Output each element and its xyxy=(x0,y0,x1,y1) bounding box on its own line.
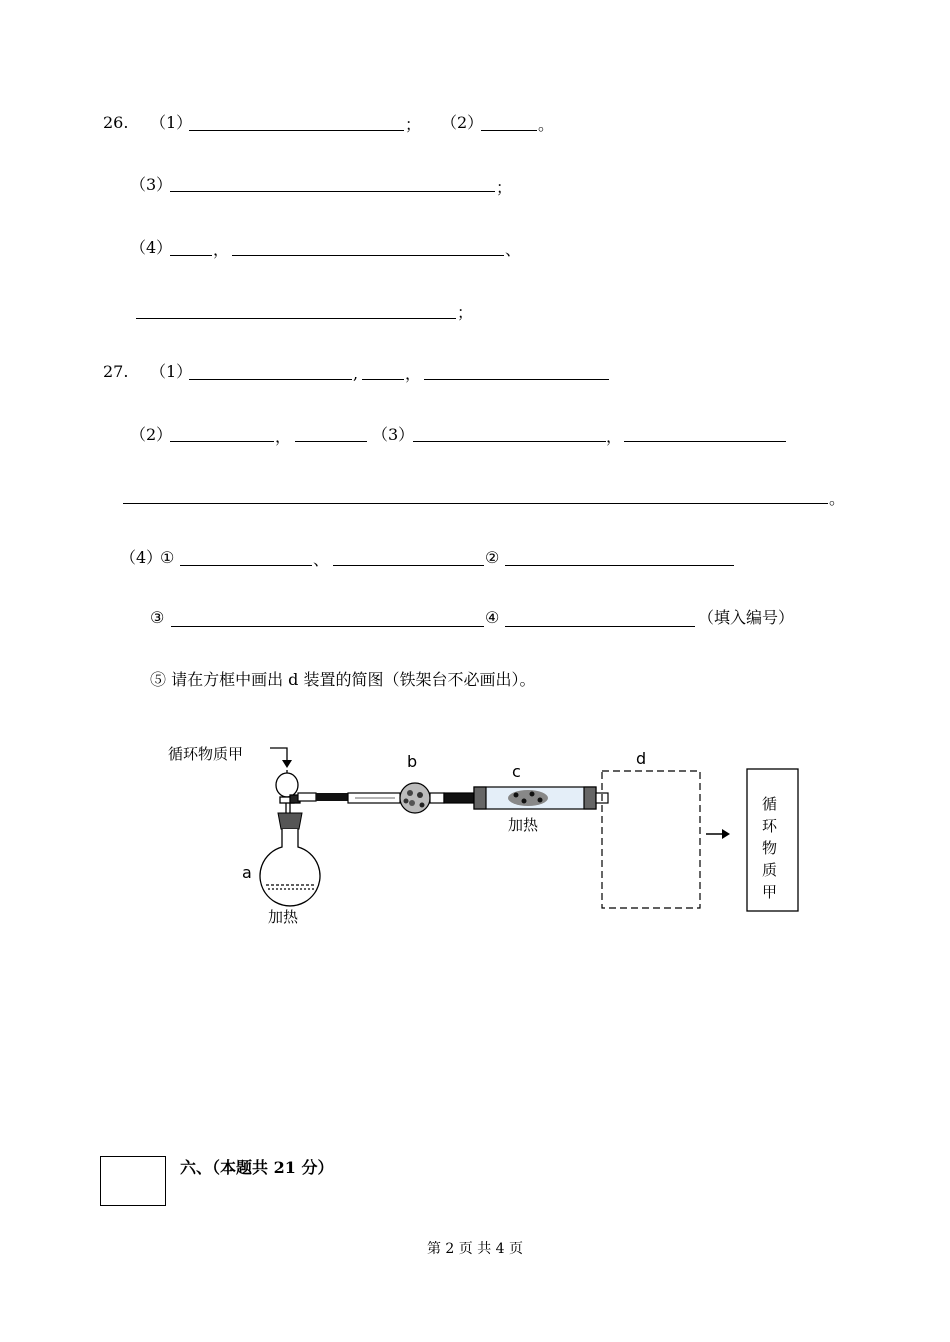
section-points: 21 xyxy=(273,1158,296,1177)
q26-separator: ； xyxy=(496,178,513,197)
q27-part1-label: （1） xyxy=(150,362,193,381)
output-arrow-head xyxy=(722,829,730,839)
cycle-substance-label: 循环物质甲 xyxy=(168,745,244,763)
section-title-prefix: 六、（本题共 xyxy=(180,1158,269,1177)
q26-separator: ； xyxy=(405,115,422,134)
feed-arrow-head xyxy=(282,760,292,768)
outlet-tube xyxy=(298,793,348,801)
box-char-5: 甲 xyxy=(762,883,778,901)
q26-answer-2[interactable] xyxy=(481,130,537,131)
q27-circle-4: ④ xyxy=(485,608,500,627)
label-d: d xyxy=(636,749,647,768)
q26-number: 26. xyxy=(103,113,129,132)
q26-dun: 、 xyxy=(505,240,522,259)
q27-part2-label: （2） xyxy=(130,425,173,444)
q27-comma: ， xyxy=(275,427,292,446)
q26-part2-label: （2） xyxy=(441,113,484,132)
page-footer: 第 2 页 共 4 页 xyxy=(426,1241,524,1257)
q27-period: 。 xyxy=(829,489,846,508)
q26-answer-4c[interactable] xyxy=(136,318,456,319)
section-title-suffix: 分） xyxy=(301,1158,334,1177)
heat-label-tube: 加热 xyxy=(508,816,539,834)
q27-answer-4-1a[interactable] xyxy=(180,565,312,566)
q27-dun: 、 xyxy=(313,550,330,569)
label-c: c xyxy=(512,762,521,781)
q26-period: 。 xyxy=(538,115,555,134)
q27-answer-3b[interactable] xyxy=(624,441,786,442)
q27-answer-4-3[interactable] xyxy=(171,626,484,627)
q27-answer-1a[interactable] xyxy=(189,379,352,380)
reaction-tube-c xyxy=(474,787,608,809)
flask-a xyxy=(260,829,320,906)
q27-answer-4-1b[interactable] xyxy=(333,565,484,566)
box-char-3: 物 xyxy=(762,839,778,857)
label-b: b xyxy=(407,752,418,771)
q27-circle-1: ① xyxy=(160,548,175,567)
apparatus-d-box[interactable] xyxy=(602,771,700,908)
q27-answer-2b[interactable] xyxy=(295,441,367,442)
q26-part3-label: （3） xyxy=(130,175,173,194)
apparatus-diagram xyxy=(150,735,810,935)
box-char-2: 环 xyxy=(762,817,778,835)
q26-part1-label: （1） xyxy=(150,113,193,132)
drying-tube-b xyxy=(348,783,474,813)
box-char-1: 循 xyxy=(762,795,778,813)
q27-answer-2a[interactable] xyxy=(170,441,274,442)
q27-note: （填入编号） xyxy=(698,608,795,627)
q27-circle-3: ③ xyxy=(150,608,165,627)
q27-answer-3c[interactable] xyxy=(123,503,828,504)
q27-part4-label: （4） xyxy=(120,548,163,567)
q27-comma: ， xyxy=(606,427,623,446)
q27-answer-1c[interactable] xyxy=(424,379,609,380)
label-a: a xyxy=(242,863,252,882)
q26-answer-4b[interactable] xyxy=(232,255,504,256)
heat-label-flask: 加热 xyxy=(268,908,299,926)
stopper xyxy=(278,813,302,829)
q27-comma: ， xyxy=(405,364,422,383)
q27-comma: , xyxy=(353,364,359,383)
q26-answer-4a[interactable] xyxy=(170,255,212,256)
q27-answer-4-2[interactable] xyxy=(505,565,734,566)
q26-separator: ； xyxy=(457,303,474,322)
q27-answer-4-4[interactable] xyxy=(505,626,695,627)
score-box[interactable] xyxy=(100,1156,166,1206)
q26-answer-1[interactable] xyxy=(189,130,404,131)
q27-answer-3a[interactable] xyxy=(413,441,606,442)
q27-circle-2: ② xyxy=(485,548,500,567)
q26-part4-label: （4） xyxy=(130,238,173,257)
box-char-4: 质 xyxy=(762,861,778,879)
q27-part5-instruction: ⑤ 请在方框中画出 d 装置的简图（铁架台不必画出）。 xyxy=(150,670,536,689)
q26-comma: ， xyxy=(213,240,230,259)
q27-number: 27. xyxy=(103,362,129,381)
q26-answer-3[interactable] xyxy=(170,191,495,192)
section-title xyxy=(180,1156,333,1180)
q27-part3-label: （3） xyxy=(372,425,415,444)
q27-answer-1b[interactable] xyxy=(362,379,404,380)
